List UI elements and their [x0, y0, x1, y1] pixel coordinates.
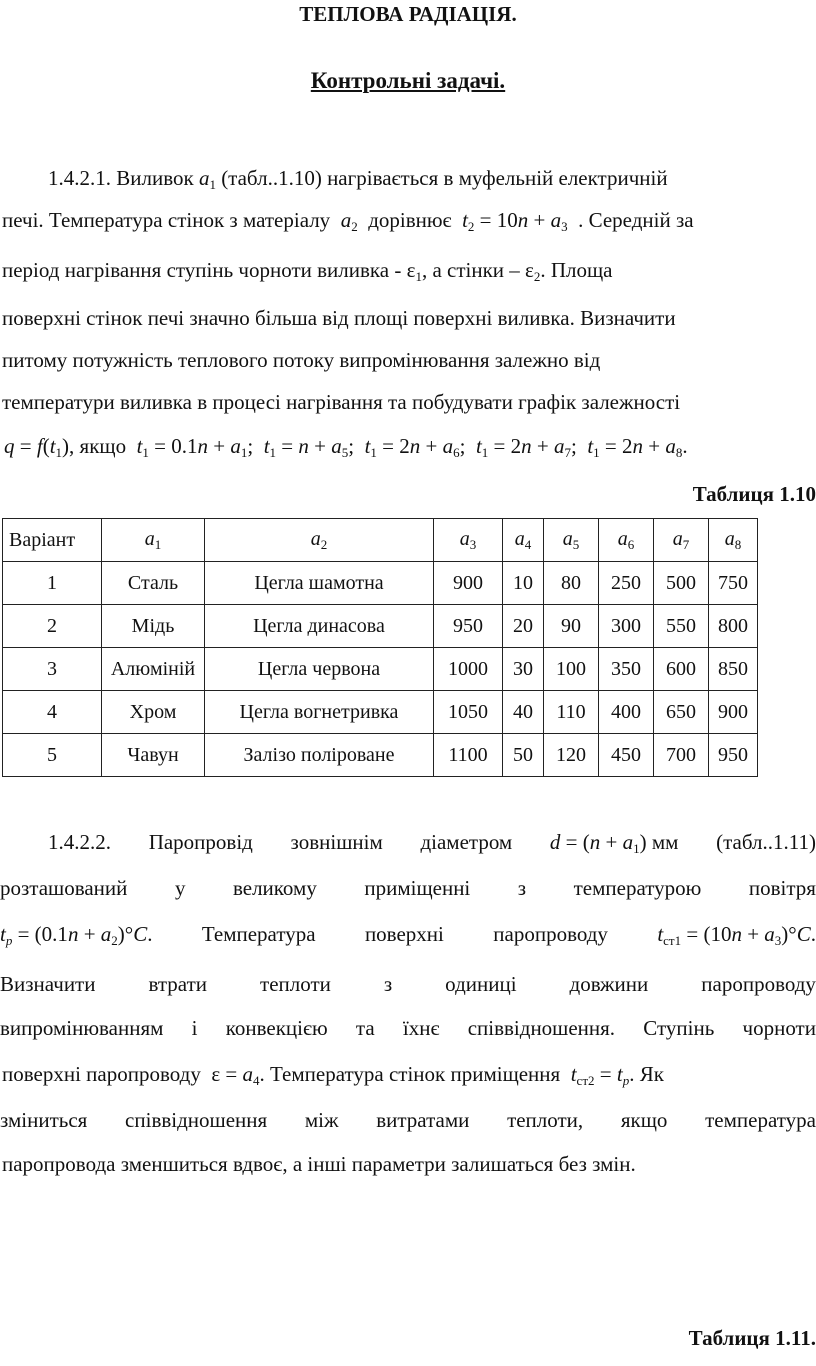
- header-cell: $a_6$: [599, 519, 654, 562]
- problem2-line2: розташований у великому приміщенні з температурою повітря: [0, 876, 816, 900]
- problem2-line8: паропровода зменшиться вдвоє, а інші параметри залишаться без змін.: [2, 1152, 636, 1176]
- problem1-line5: питому потужність теплового потоку випромінювання залежно від: [2, 348, 601, 372]
- header-cell: Варіант: [3, 519, 102, 562]
- header-cell: $a_1$: [102, 519, 205, 562]
- header-cell: $a_5$: [544, 519, 599, 562]
- problem2-number: 1.4.2.2.: [48, 830, 111, 854]
- page-subtitle: Контрольні задачі.: [310, 68, 506, 93]
- problem2-line4: Визначити втрати теплоти з одиниці довжини паропроводу: [0, 972, 816, 996]
- header-cell: $a_3$: [434, 519, 503, 562]
- table-row: 2 Мідь Цегла динасова 950 20 90 300 550 800: [3, 605, 758, 648]
- problem2-line7: зміниться співвідношення між витратами теплоти, якщо температура: [0, 1108, 816, 1132]
- problem1-line3: період нагрівання ступінь чорноти виливка - $\varepsilon_1$, а стінки – $\varepsilon_2$. Площа: [2, 258, 613, 284]
- header-cell: $a_7$: [654, 519, 709, 562]
- table-row: 5 Чавун Залізо поліроване 1100 50 120 450 700 950: [3, 734, 758, 777]
- header-cell: $a_2$: [205, 519, 434, 562]
- table-row: 3 Алюміній Цегла червона 1000 30 100 350 600 850: [3, 648, 758, 691]
- problem1-line6: температури виливка в процесі нагрівання та побудувати графік залежності: [2, 390, 681, 414]
- problem2-line6: поверхні паропроводу $\varepsilon = a_4$. Температура стінок приміщення $t_{ст2} = t_p$. Як: [2, 1062, 664, 1088]
- problem1-line4: поверхні стінок печі значно більша від площі поверхні виливка. Визначити: [2, 306, 676, 330]
- header-cell: $a_4$: [503, 519, 544, 562]
- table1-caption: Таблиця 1.10: [692, 482, 816, 506]
- problem1-line2: печі. Температура стінок з матеріалу $a_2$ дорівнює $t_2 = 10n + a_3$ . Середній за: [2, 208, 694, 234]
- table2-caption: Таблиця 1.11.: [688, 1326, 816, 1350]
- table-row: 4 Хром Цегла вогнетривка 1050 40 110 400 650 900: [3, 691, 758, 734]
- page-title: ТЕПЛОВА РАДІАЦІЯ.: [299, 2, 517, 26]
- table-header-row: [3, 519, 758, 562]
- problem2-line1: 1.4.2.2. Паропровід зовнішнім діаметром $d = (n + a_1)$ мм (табл..1.11): [48, 830, 816, 856]
- table-row: 1 Сталь Цегла шамотна 900 10 80 250 500 750: [3, 562, 758, 605]
- table1: [2, 518, 758, 777]
- header-cell: $a_8$: [709, 519, 758, 562]
- problem1-line7: $q = f(t_1)$, якщо $t_1 = 0.1n + a_1$; $t_1 = n + a_5$; $t_1 = 2n + a_6$; $t_1 = 2n + a_7$; $t_1 = 2n + a_8$.: [4, 434, 688, 460]
- problem2-line3: $t_p = (0.1n + a_2)^\circ C$. Температура поверхні паропроводу $t_{ст1} = (10n + a_3)^\circ C$.: [0, 922, 816, 948]
- problem2-line5: випромінюванням і конвекцією та їхнє співвідношення. Ступінь чорноти: [0, 1016, 816, 1040]
- problem1-line1: 1.4.2.1. Виливок $a_1$ (табл..1.10) нагрівається в муфельній електричній: [48, 166, 668, 192]
- problem1-number: 1.4.2.1.: [48, 166, 111, 190]
